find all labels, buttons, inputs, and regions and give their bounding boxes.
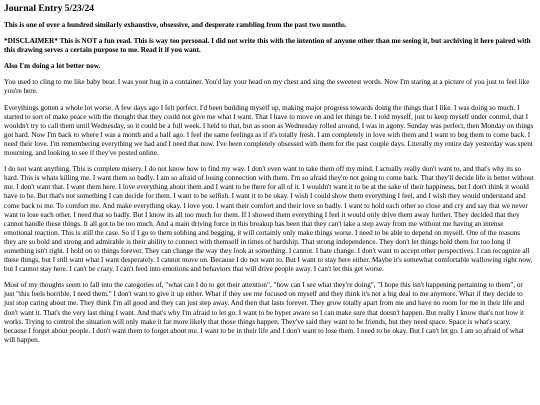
entry-disclaimer: *DISCLAIMER* This is NOT a fun read. This is way too personal. I did not write this with the intention of anyone other than me seeing it, but archiving it here paired with this drawing serves a certain purpose to me. Read it if you want. [4,37,531,55]
entry-paragraph-1: You used to cling to me like baby bear. I was your bug in a container. You'd lay your head on my chest and sing the sweetest words. Now I'm staring at a picture of you just to feel like you're here. [4,78,530,96]
entry-paragraph-4: Most of my thoughts seem to fall into the categories of, "what can I do to get their attention", "how can I see what they're doing", "I hope this isn't happening pertaining to them", or just "this feels horrible, I need them." I don't want to give it up either. What if they see me focused on myself and they think it's not a big deal to me anymore. What if they decide to just stop caring about me. They think I'm all good and they can just step away. And then that lasts forever. They grow totally apart from me and have no room for me in their life and don't want it. That's the very last thing I want. And that's why I'm afraid to let go. I want to be hyper aware so I can make sure that doesn't happen. But really I know that's not how it works. Trying to control the situation will only make it far more likely that those things happen. They've said they want to be friends, but they need space. Space is what's scary, because I forget about people. I don't want them to forget about me. I want to be in their life and I don't want to lose them. I need to be okay. But I can't let go. I am so afraid of what will happen. [4,281,525,344]
entry-intro: This is one of over a hundred similarly exhaustive, obsessive, and desperate rambling from the past two months. [4,21,347,29]
entry-paragraph-2: Everythings gotten a whole lot worse. A few days ago I felt perfect. I'd been building myself up, making major progress towards doing the things that I like. I was doing so much. I started to sort of make peace with the thought that they could not give me what I want. That I have to move on and let things be. I told myself, just to keep myself under control, that I wouldn't try to call them until Wednesday, so it could be a full week. I held to that, but as soon as Wednesday rolled around, I was in agony. Sunday was perfect, then Monday on things got hard. Now I'm back to where I was a month and a half ago. I feel the same feelings as if it's totally fresh. I am completely in love with them and I want to beg them to come back. I need their love. I'm remembering everything we had and I need that now. I've been completely obsessed with them for the past couple days. Literally my entire day yesterday was spent mourning, and looking to see if they've posted online. [4,103,534,158]
entry-title: Journal Entry 5/23/24 [4,3,95,14]
entry-subheading: Also I'm doing a lot better now. [4,62,101,71]
entry-paragraph-3: I do not want anything. This is complete misery. I do not know how to find my way. I don't even want to take them off my mind. I actually really don't want to, and that's why its so hard. This is whats killing me. I want them so badly. I am so afraid of losing connection with them. I'm so afraid they're not going to come back. That they'll decide life is better without me. I don't want that. I want them here. I love everything about them and I want to be there for all of it. I wouldn't want it to be at the sake of their happiness, but I don't think it would have to be. But that's not something I can decide for them. I want to be selfish. I want it to be okay. I wish I could show them everything I feel, and I wish they would understand and come back to me. To comfort me. And make everything okay. I love you. I want their comfort and their love so badly. I want to hold each other so close and cry and say that we never want to lose each other. I need that so badly. But I know its all too much for them. If I showed them everything I feel it would only drive them away further. They decided that they cannot handle these things. It all got to be too much. And a main driving force in this breakup has been that they can't take a step away from me without me having an intense emotional reaction. This is still the case. So if I go to them sobbing and begging, it will certainly only make things worse. I need to be able to depend on myself. One of the reasons they are so bold and strong and admirable is their ability to connect with themself in times of hardship. That strong independence. They don't let things hold them for too long if something isn't right. I hold on to things forever. They can change the way they look at something. I cannot. I hate change. I don't want to accept other perspectives. I can recognize all these things, but I still want what I want desperately. I cannot move on. Because I do not want to. But I want to stay here either. Maybe it's somewhat comfortable wallowing right now, but I cannot stay here. I can't be crazy. I can't feed into emotions and behaviors that will drive people away. I can't let this get worse. [4,165,534,274]
